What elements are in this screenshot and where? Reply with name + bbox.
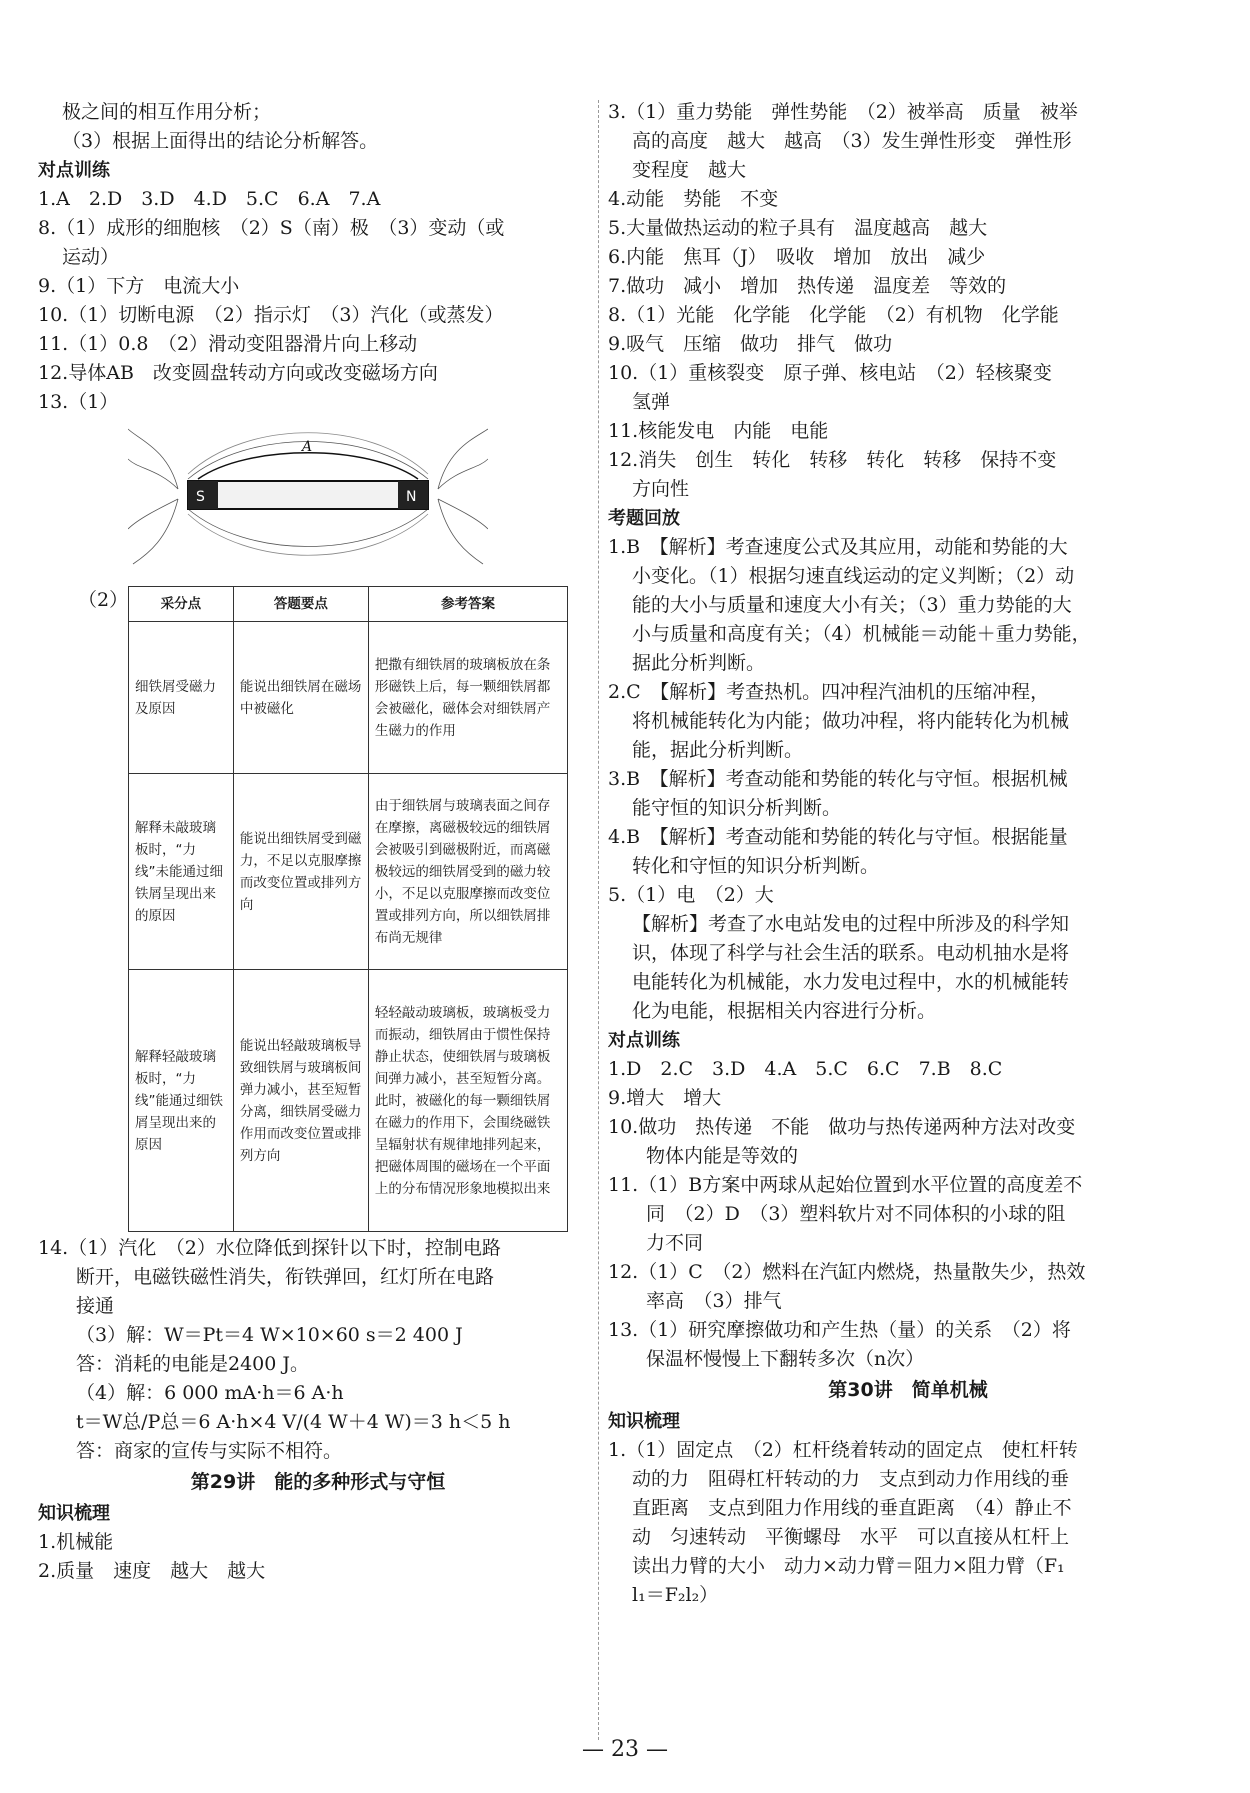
answer-table-block (38, 586, 598, 1232)
answer-line: 9.增大 增大 (608, 1087, 722, 1109)
answer-line: 物体内能是等效的 (646, 1145, 799, 1167)
answer-line: 1.B 【解析】考查速度公式及其应用，动能和势能的大 (608, 536, 1068, 558)
left-answers-bottom (38, 1234, 598, 1466)
answer-line: 4.动能 势能 不变 (608, 188, 779, 210)
answer-line: 1.（1）固定点 （2）杠杆绕着转动的固定点 使杠杆转 (608, 1439, 1078, 1461)
bar-magnet (188, 481, 428, 509)
answer-line: 力不同 (646, 1232, 704, 1254)
answer-line: （4）解：6 000 mA·h＝6 A·h (76, 1382, 344, 1404)
answer-line: 3.B 【解析】考查动能和势能的转化与守恒。根据机械 (608, 768, 1068, 790)
answer-line: 12.消失 创生 转化 转移 转化 转移 保持不变 (608, 449, 1057, 471)
answer-line: 转化和守恒的知识分析判断。 (632, 855, 880, 877)
right-knowledge-review (608, 1407, 1208, 1610)
answer-line: 小与质量和高度有关；（4）机械能＝动能＋重力势能， (632, 623, 1091, 645)
table-header-row (129, 587, 568, 622)
answer-line: 2.C 【解析】考查热机。四冲程汽油机的压缩冲程， (608, 681, 1050, 703)
answer-line: 5.大量做热运动的粒子具有 温度越高 越大 (608, 217, 988, 239)
table-row (129, 774, 568, 970)
field-line-a (198, 453, 418, 479)
answer-line: t＝W总/P总＝6 A·h×4 V/(4 W＋4 W)＝3 h＜5 h (76, 1411, 511, 1433)
answer-line: 4.B 【解析】考查动能和势能的转化与守恒。根据能量 (608, 826, 1068, 848)
section-heading: 知识梳理 (608, 1411, 680, 1432)
answer-line: 10.（1）切断电源 （2）指示灯 （3）汽化（或蒸发） (38, 304, 504, 326)
answer-line: 1.A 2.D 3.D 4.D 5.C 6.A 7.A (38, 188, 381, 210)
answer-line: 5.（1）电 （2）大 (608, 884, 774, 906)
answer-line: 11.（1）0.8 （2）滑动变阻器滑片向上移动 (38, 333, 418, 355)
answer-line: 3.（1）重力势能 弹性势能 （2）被举高 质量 被举 (608, 101, 1078, 123)
answer-line: 高的高度 越大 越高 （3）发生弹性形变 弹性形 (632, 130, 1072, 152)
header-reference-answer: 参考答案 (368, 587, 567, 622)
answer-line: 14.（1）汽化 （2）水位降低到探针以下时，控制电路 (38, 1237, 501, 1259)
section-heading: 对点训练 (608, 1030, 680, 1051)
table-cell: 能说出轻敲玻璃板导致细铁屑与玻璃板间弹力减小，甚至短暂分离，细铁屑受磁力作用而改变位置或排列方向 (233, 970, 368, 1232)
chapter-30-title: 第30讲 简单机械 (828, 1379, 988, 1401)
answer-line: （3）解：W＝Pt＝4 W×10×60 s＝2 400 J (76, 1324, 463, 1346)
answer-line: 接通 (76, 1295, 115, 1317)
answer-line: （3）根据上面得出的结论分析解答。 (62, 130, 379, 152)
answer-line: 答：商家的宣传与实际不相符。 (76, 1440, 343, 1462)
answer-line: 9.吸气 压缩 做功 排气 做功 (608, 333, 893, 355)
label-s: S (196, 489, 205, 505)
section-heading: 考题回放 (608, 508, 680, 529)
answer-line: 同 （2）D （3）塑料软片对不同体积的小球的阻 (646, 1203, 1066, 1225)
answer-line: 【解析】考查了水电站发电的过程中所涉及的科学知 (632, 913, 1070, 935)
answer-line: 断开，电磁铁磁性消失，衔铁弹回，红灯所在电路 (76, 1266, 495, 1288)
answer-line: 8.（1）成形的细胞核 （2）S（南）极 （3）变动（或 (38, 217, 505, 239)
answer-line: 电能转化为机械能，水力发电过程中，水的机械能转 (632, 971, 1070, 993)
answer-line: 读出力臂的大小 动力×动力臂＝阻力×阻力臂（F₁ (632, 1555, 1065, 1577)
answer-line: 1.机械能 (38, 1531, 114, 1553)
table-cell: 能说出细铁屑受到磁力，不足以克服摩擦而改变位置或排列方向 (233, 774, 368, 970)
right-answers (608, 98, 1208, 1374)
answer-line: 能守恒的知识分析判断。 (632, 797, 842, 819)
answer-line: 据此分析判断。 (632, 652, 766, 674)
answer-line: 保温杯慢慢上下翻转多次（n次） (646, 1348, 925, 1370)
table-cell: 把撒有细铁屑的玻璃板放在条形磁铁上后，每一颗细铁屑都会被磁化，磁体会对细铁屑产生磁力的作用 (368, 622, 567, 774)
magnet-field-figure (128, 419, 488, 569)
table-cell: 由于细铁屑与玻璃表面之间存在摩擦，离磁极较远的细铁屑会被吸引到磁极附近，而离磁极较远的细铁屑受到的磁力较小，不足以克服摩擦而改变位置或排列方向，所以细铁屑排布尚无规律 (368, 774, 567, 970)
answer-line: 运动） (62, 246, 120, 268)
table-row (129, 970, 568, 1232)
answer-line: 9.（1）下方 电流大小 (38, 275, 240, 297)
answer-line: 动的力 阻碍杠杆转动的力 支点到动力作用线的垂 (632, 1468, 1070, 1490)
answer-line: l₁＝F₂l₂） (632, 1584, 719, 1606)
section-heading: 知识梳理 (38, 1503, 110, 1524)
answer-line: 8.（1）光能 化学能 化学能 （2）有机物 化学能 (608, 304, 1059, 326)
left-knowledge-review (38, 1499, 598, 1586)
answer-line: 1.D 2.C 3.D 4.A 5.C 6.C 7.B 8.C (608, 1058, 1003, 1080)
table-cell: 解释轻敲玻璃板时，“力线”能通过细铁屑呈现出来的原因 (129, 970, 234, 1232)
table-row (129, 622, 568, 774)
answer-line: 12.导体AB 改变圆盘转动方向或改变磁场方向 (38, 362, 438, 384)
label-a: A (302, 439, 313, 455)
column-divider (598, 100, 599, 1740)
answer-line: 化为电能，根据相关内容进行分析。 (632, 1000, 937, 1022)
right-column (608, 98, 1208, 1610)
answer-line: 10.（1）重核裂变 原子弹、核电站 （2）轻核聚变 (608, 362, 1052, 384)
answer-line: 13.（1） (38, 391, 119, 413)
answer-line: 率高 （3）排气 (646, 1290, 782, 1312)
table-label: （2） (78, 589, 129, 611)
table-cell: 解释未敲玻璃板时，“力线”未能通过细铁屑呈现出来的原因 (129, 774, 234, 970)
answer-line: 将机械能转化为内能；做功冲程，将内能转化为机械 (632, 710, 1070, 732)
answer-line: 氢弹 (632, 391, 671, 413)
answer-line: 2.质量 速度 越大 越大 (38, 1560, 266, 1582)
answer-line: 10.做功 热传递 不能 做功与热传递两种方法对改变 (608, 1116, 1076, 1138)
answer-line: 直距离 支点到阻力作用线的垂直距离 （4）静止不 (632, 1497, 1072, 1519)
answer-line: 答：消耗的电能是2400 J。 (76, 1353, 310, 1375)
answer-table (128, 586, 568, 1232)
answer-line: 方向性 (632, 478, 690, 500)
answer-line: 极之间的相互作用分析； (62, 101, 272, 123)
answer-line: 6.内能 焦耳（J） 吸收 增加 放出 减少 (608, 246, 986, 268)
answer-line: 识，体现了科学与社会生活的联系。电动机抽水是将 (632, 942, 1070, 964)
table-cell: 轻轻敲动玻璃板，玻璃板受力而振动，细铁屑由于惯性保持静止状态，使细铁屑与玻璃板间弹力减小，甚至短暂分离。此时，被磁化的每一颗细铁屑在磁力的作用下，会围绕磁铁呈辐射状有规律地排列起来，把磁体周围的磁场在一个平面上的分布情况形象地模拟出来 (368, 970, 567, 1232)
answer-line: 能，据此分析判断。 (632, 739, 804, 761)
answer-line: 变程度 越大 (632, 159, 747, 181)
answer-line: 11.（1）B方案中两球从起始位置到水平位置的高度差不 (608, 1174, 1083, 1196)
answer-line: 动 匀速转动 平衡螺母 水平 可以直接从杠杆上 (632, 1526, 1070, 1548)
page-number: — 23 — (582, 1737, 668, 1762)
header-key-points: 答题要点 (233, 587, 368, 622)
answer-line: 7.做功 减小 增加 热传递 温度差 等效的 (608, 275, 1007, 297)
answer-line: 12.（1）C （2）燃料在汽缸内燃烧，热量散失少，热效 (608, 1261, 1086, 1283)
answer-line: 能的大小与质量和速度大小有关；（3）重力势能的大 (632, 594, 1072, 616)
left-column (38, 98, 598, 1586)
answer-line: 小变化。（1）根据匀速直线运动的定义判断；（2）动 (632, 565, 1075, 587)
header-scoring-point: 采分点 (129, 587, 234, 622)
answer-line: 11.核能发电 内能 电能 (608, 420, 829, 442)
left-answers-top (38, 98, 598, 417)
table-cell: 能说出细铁屑在磁场中被磁化 (233, 622, 368, 774)
table-cell: 细铁屑受磁力及原因 (129, 622, 234, 774)
answer-line: 13.（1）研究摩擦做功和产生热（量）的关系 （2）将 (608, 1319, 1071, 1341)
section-heading: 对点训练 (38, 160, 110, 181)
label-n: N (406, 489, 417, 505)
chapter-29-title: 第29讲 能的多种形式与守恒 (190, 1471, 446, 1493)
